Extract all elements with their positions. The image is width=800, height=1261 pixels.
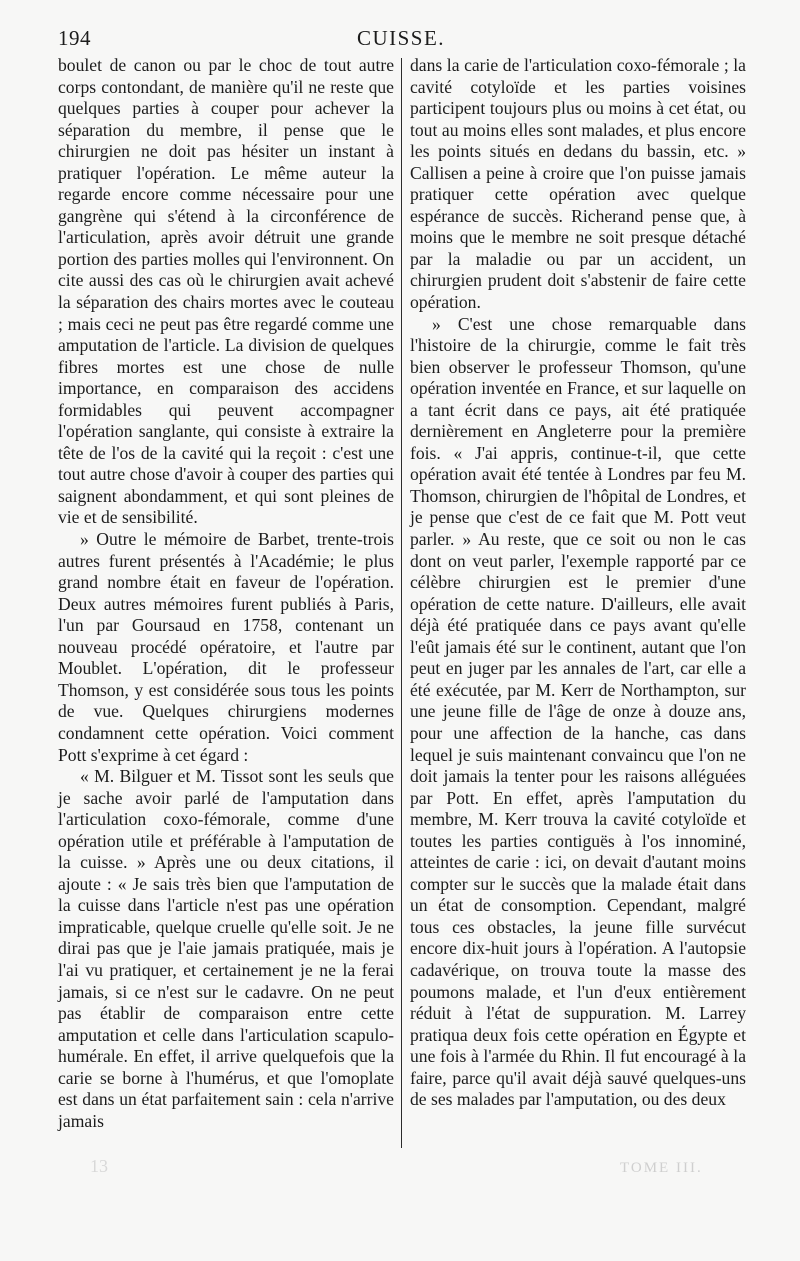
show-through-signature-mark: TOME III.: [620, 1160, 703, 1176]
left-paragraph-2: » Outre le mémoire de Barbet, trente-trois autres furent présentés à l'Académie; le plus grand nombre était en faveur de l'opération. Deux autres mémoires furent publiés à Paris, l'un par Goursaud en 1758, contenant un nouveau procédé opératoire, et l'autre par Moublet. L'opération, dit le professeur Thomson, y est considérée sous tous les points de vue. Quelques chirurgiens modernes condamnent cette opération. Voici comment Pott s'exprime à cet égard :: [58, 529, 394, 765]
left-paragraph-1: boulet de canon ou par le choc de tout autre corps contondant, de manière qu'il ne reste que quelques parties à couper pour achever la séparation du membre, il pense que le chirurgien ne doit pas hésiter un instant à pratiquer l'opération. Le même auteur la regarde encore comme nécessaire pour une gangrène qui s'étend à la circonférence de l'articulation, après avoir détruit une grande portion des parties molles qui l'environnent. On cite aussi des cas où le chirurgien avait achevé la séparation des chairs mortes avec le couteau ; mais ceci ne peut pas être regardé comme une amputation de l'article. La division de quelques fibres mortes est une chose de nulle importance, en comparaison des accidens formidables qui peuvent accompagner l'opération sanglante, qui consiste à extraire la tête de l'os de la cavité qui la reçoit : c'est une tout autre chose d'avoir à couper des parties qui saignent abondamment, et qui sont pleines de vie et de sensibilité.: [58, 55, 394, 528]
right-paragraph-1: dans la carie de l'articulation coxo-fémorale ; la cavité cotyloïde et les parties voisines participent toujours plus ou moins à cet état, ou tout au moins elles sont malades, et plus encore les points situés en dedans du bassin, etc. » Callisen a peine à croire que l'on puisse jamais pratiquer cette opération avec quelque espérance de succès. Richerand pense que, à moins que le membre ne soit presque détaché par la maladie ou par un accident, un chirurgien prudent doit s'abstenir de faire cette opération.: [410, 55, 746, 313]
column-divider: [401, 58, 402, 1148]
page-header: [58, 26, 744, 52]
page-number: 194: [58, 26, 91, 50]
right-column: [410, 55, 746, 1111]
show-through-page-number: 13: [90, 1156, 108, 1176]
left-column: [58, 55, 394, 1132]
right-paragraph-2: » C'est une chose remarquable dans l'histoire de la chirurgie, comme le fait très bien observer le professeur Thomson, qu'une opération inventée en France, et sur laquelle on a tant écrit dans ce pays, ait été pratiquée dernièrement en Angleterre pour la première fois. « J'ai appris, continue-t-il, que cette opération avait été tentée à Londres par feu M. Thomson, chirurgien de l'hôpital de Londres, et je pense que c'est de ce fait que M. Pott veut parler. » Au reste, que ce soit ou non le cas dont on veut parler, l'exemple rapporté par ce célèbre chirurgien est le premier d'une opération de cette nature. D'ailleurs, elle avait déjà été pratiquée dans ce pays avant qu'elle l'eût jamais été sur le continent, autant que l'on peut en juger par les annales de l'art, car elle a été exécutée, par M. Kerr de Northampton, sur une jeune fille de l'âge de onze à douze ans, pour une affection de la hanche, cas dans lequel je suis maintenant convaincu que l'on ne doit jamais la tenter pour les raisons alléguées par Pott. En effet, après l'amputation du membre, M. Kerr trouva la cavité cotyloïde et toutes les parties contiguës à l'os innominé, atteintes de carie : ici, on devait d'autant moins compter sur le succès que la malade était dans un état de consomption. Cependant, malgré tous ces obstacles, la jeune fille survécut encore dix-huit jours à l'opération. A l'autopsie cadavérique, on trouva toute la masse des poumons malade, et l'un d'eux entièrement réduit à l'état de suppuration. M. Larrey pratiqua deux fois cette opération en Égypte et une fois à l'armée du Rhin. Il fut encouragé à la faire, parce qu'il avait déjà sauvé quelques-uns de ses malades par l'amputation, ou des deux: [410, 313, 746, 1110]
left-paragraph-3: « M. Bilguer et M. Tissot sont les seuls que je sache avoir parlé de l'amputation dans l'articulation coxo-fémorale, comme d'une opération utile et préférable à l'amputation de la cuisse. » Après une ou deux citations, il ajoute : « Je sais très bien que l'amputation de la cuisse dans l'article n'est pas une opération impraticable, quelque cruelle qu'elle soit. Je ne dirai pas que je l'aie jamais pratiquée, mais je l'ai vu pratiquer, et certainement je ne la ferai jamais, si ce n'est sur le cadavre. On ne peut pas établir de comparaison entre cette amputation et celle dans l'articulation scapulo-humérale. En effet, il arrive quelquefois que la carie se borne à l'humérus, et que l'omoplate est dans un état parfaitement sain : cela n'arrive jamais: [58, 766, 394, 1131]
running-head: CUISSE.: [356, 26, 446, 50]
